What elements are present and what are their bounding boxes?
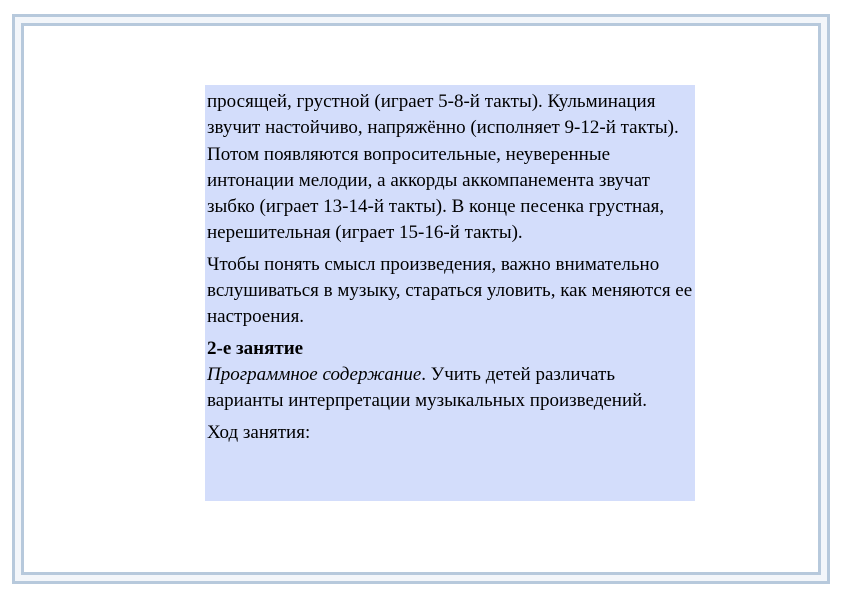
paragraph-listening-advice: Чтобы понять смысл произведения, важно внимательно вслушиваться в музыку, стараться уловить, как меняются ее настроения. — [207, 253, 693, 328]
program-content-label: Программное содержание — [207, 363, 422, 385]
paragraph-program-content — [207, 362, 693, 415]
paragraph-lesson-progress: Ход занятия: — [207, 421, 311, 443]
lesson-heading: 2-е занятие — [207, 337, 304, 359]
text-box — [205, 85, 695, 501]
lesson-section — [207, 336, 693, 362]
program-content-text: . Учить детей различать варианты интерпретации музыкальных произведений. — [207, 363, 648, 412]
paragraph-performance-description: просящей, грустной (играет 5-8-й такты). Кульминация звучит настойчиво, напряжённо (исполняет 9-12-й такты). Потом появляются вопросительные, неуверенные интонации мелодии, а аккорды аккомпанемента звучат зыбко (играет 13-14-й такты). В конце песенка грустная, нерешительная (играет 15-16-й такты). — [207, 91, 679, 244]
